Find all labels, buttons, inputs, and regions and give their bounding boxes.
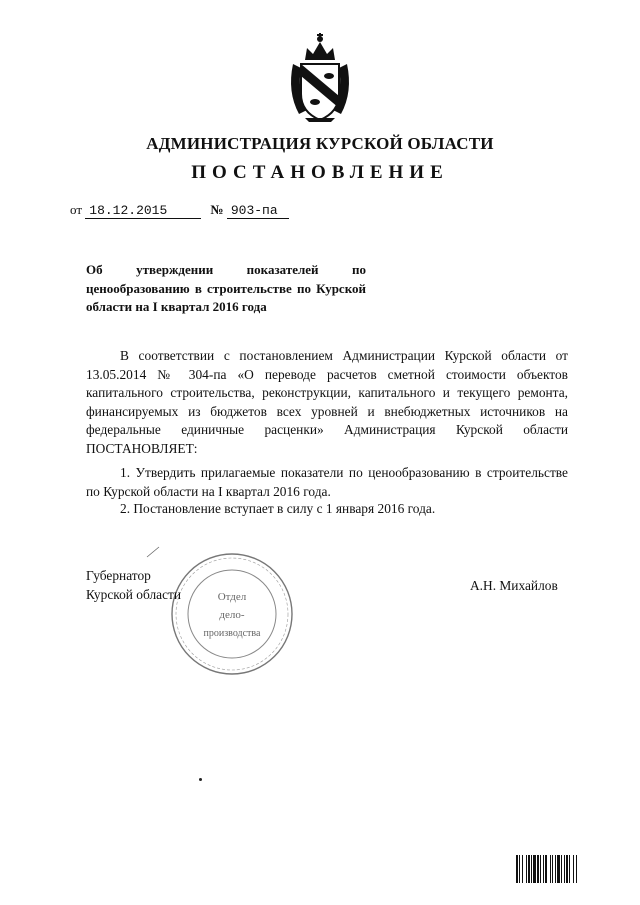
coat-of-arms-icon — [285, 30, 355, 124]
ink-dot — [199, 778, 202, 781]
barcode-bar — [533, 855, 536, 883]
barcode-bar — [528, 855, 530, 883]
document-number: 903-па — [227, 203, 289, 219]
stamp-line-3: производства — [203, 628, 261, 639]
registration-line — [70, 202, 289, 219]
barcode-bar — [522, 855, 523, 883]
barcode-bar — [519, 855, 520, 883]
barcode-bar — [550, 855, 551, 883]
barcode-bar — [569, 855, 570, 883]
barcode-bar — [573, 855, 574, 883]
stamp-line-2: дело- — [219, 609, 245, 621]
barcode-bar — [566, 855, 568, 883]
decree-item-2: 2. Постановление вступает в силу с 1 января 2016 года. — [120, 501, 436, 516]
barcode-bar — [576, 855, 577, 883]
stamp-line-1: Отдел — [217, 591, 247, 603]
barcode-bar — [545, 855, 547, 883]
preamble-paragraph: В соответствии с постановлением Администрации Курской области от 13.05.2014 № 304-па «О переводе расчетов сметной стоимости объектов капитального строительства, реконструкции, капитального и текущего ремонта, финансируемых из бюджетов всех уровней и внебюджетных источников на федеральные единичные расценки» Администрация Курской области ПОСТАНОВЛЯЕТ: — [86, 348, 568, 456]
barcode-icon — [516, 855, 612, 883]
barcode-bar — [516, 855, 518, 883]
barcode-bar — [526, 855, 527, 883]
barcode-bar — [531, 855, 532, 883]
barcode-bar — [557, 855, 560, 883]
barcode-bar — [552, 855, 553, 883]
number-prefix: № — [210, 202, 224, 217]
barcode-bar — [555, 855, 556, 883]
signatory-position-line-2: Курской области — [86, 587, 182, 602]
organization-title: АДМИНИСТРАЦИЯ КУРСКОЙ ОБЛАСТИ — [146, 134, 494, 153]
pen-mark — [145, 545, 161, 559]
document-date: 18.12.2015 — [85, 203, 201, 219]
date-prefix: от — [70, 202, 83, 217]
decree-item-1: 1. Утвердить прилагаемые показатели по ценообразованию в строительстве по Курской области на I квартал 2016 года. — [86, 465, 568, 499]
document-subject: Об утверждении показателей по ценообразованию в строительстве по Курской области на I квартал 2016 года — [86, 262, 366, 314]
signatory-position — [86, 566, 181, 604]
barcode-bar — [564, 855, 565, 883]
document-type: ПОСТАНОВЛЕНИЕ — [191, 162, 449, 183]
barcode-bar — [537, 855, 539, 883]
official-stamp — [168, 550, 296, 678]
barcode-bar — [540, 855, 541, 883]
signatory-name: А.Н. Михайлов — [470, 578, 558, 593]
barcode-bar — [543, 855, 544, 883]
signatory-position-line-1: Губернатор — [86, 568, 151, 583]
barcode-bar — [561, 855, 562, 883]
